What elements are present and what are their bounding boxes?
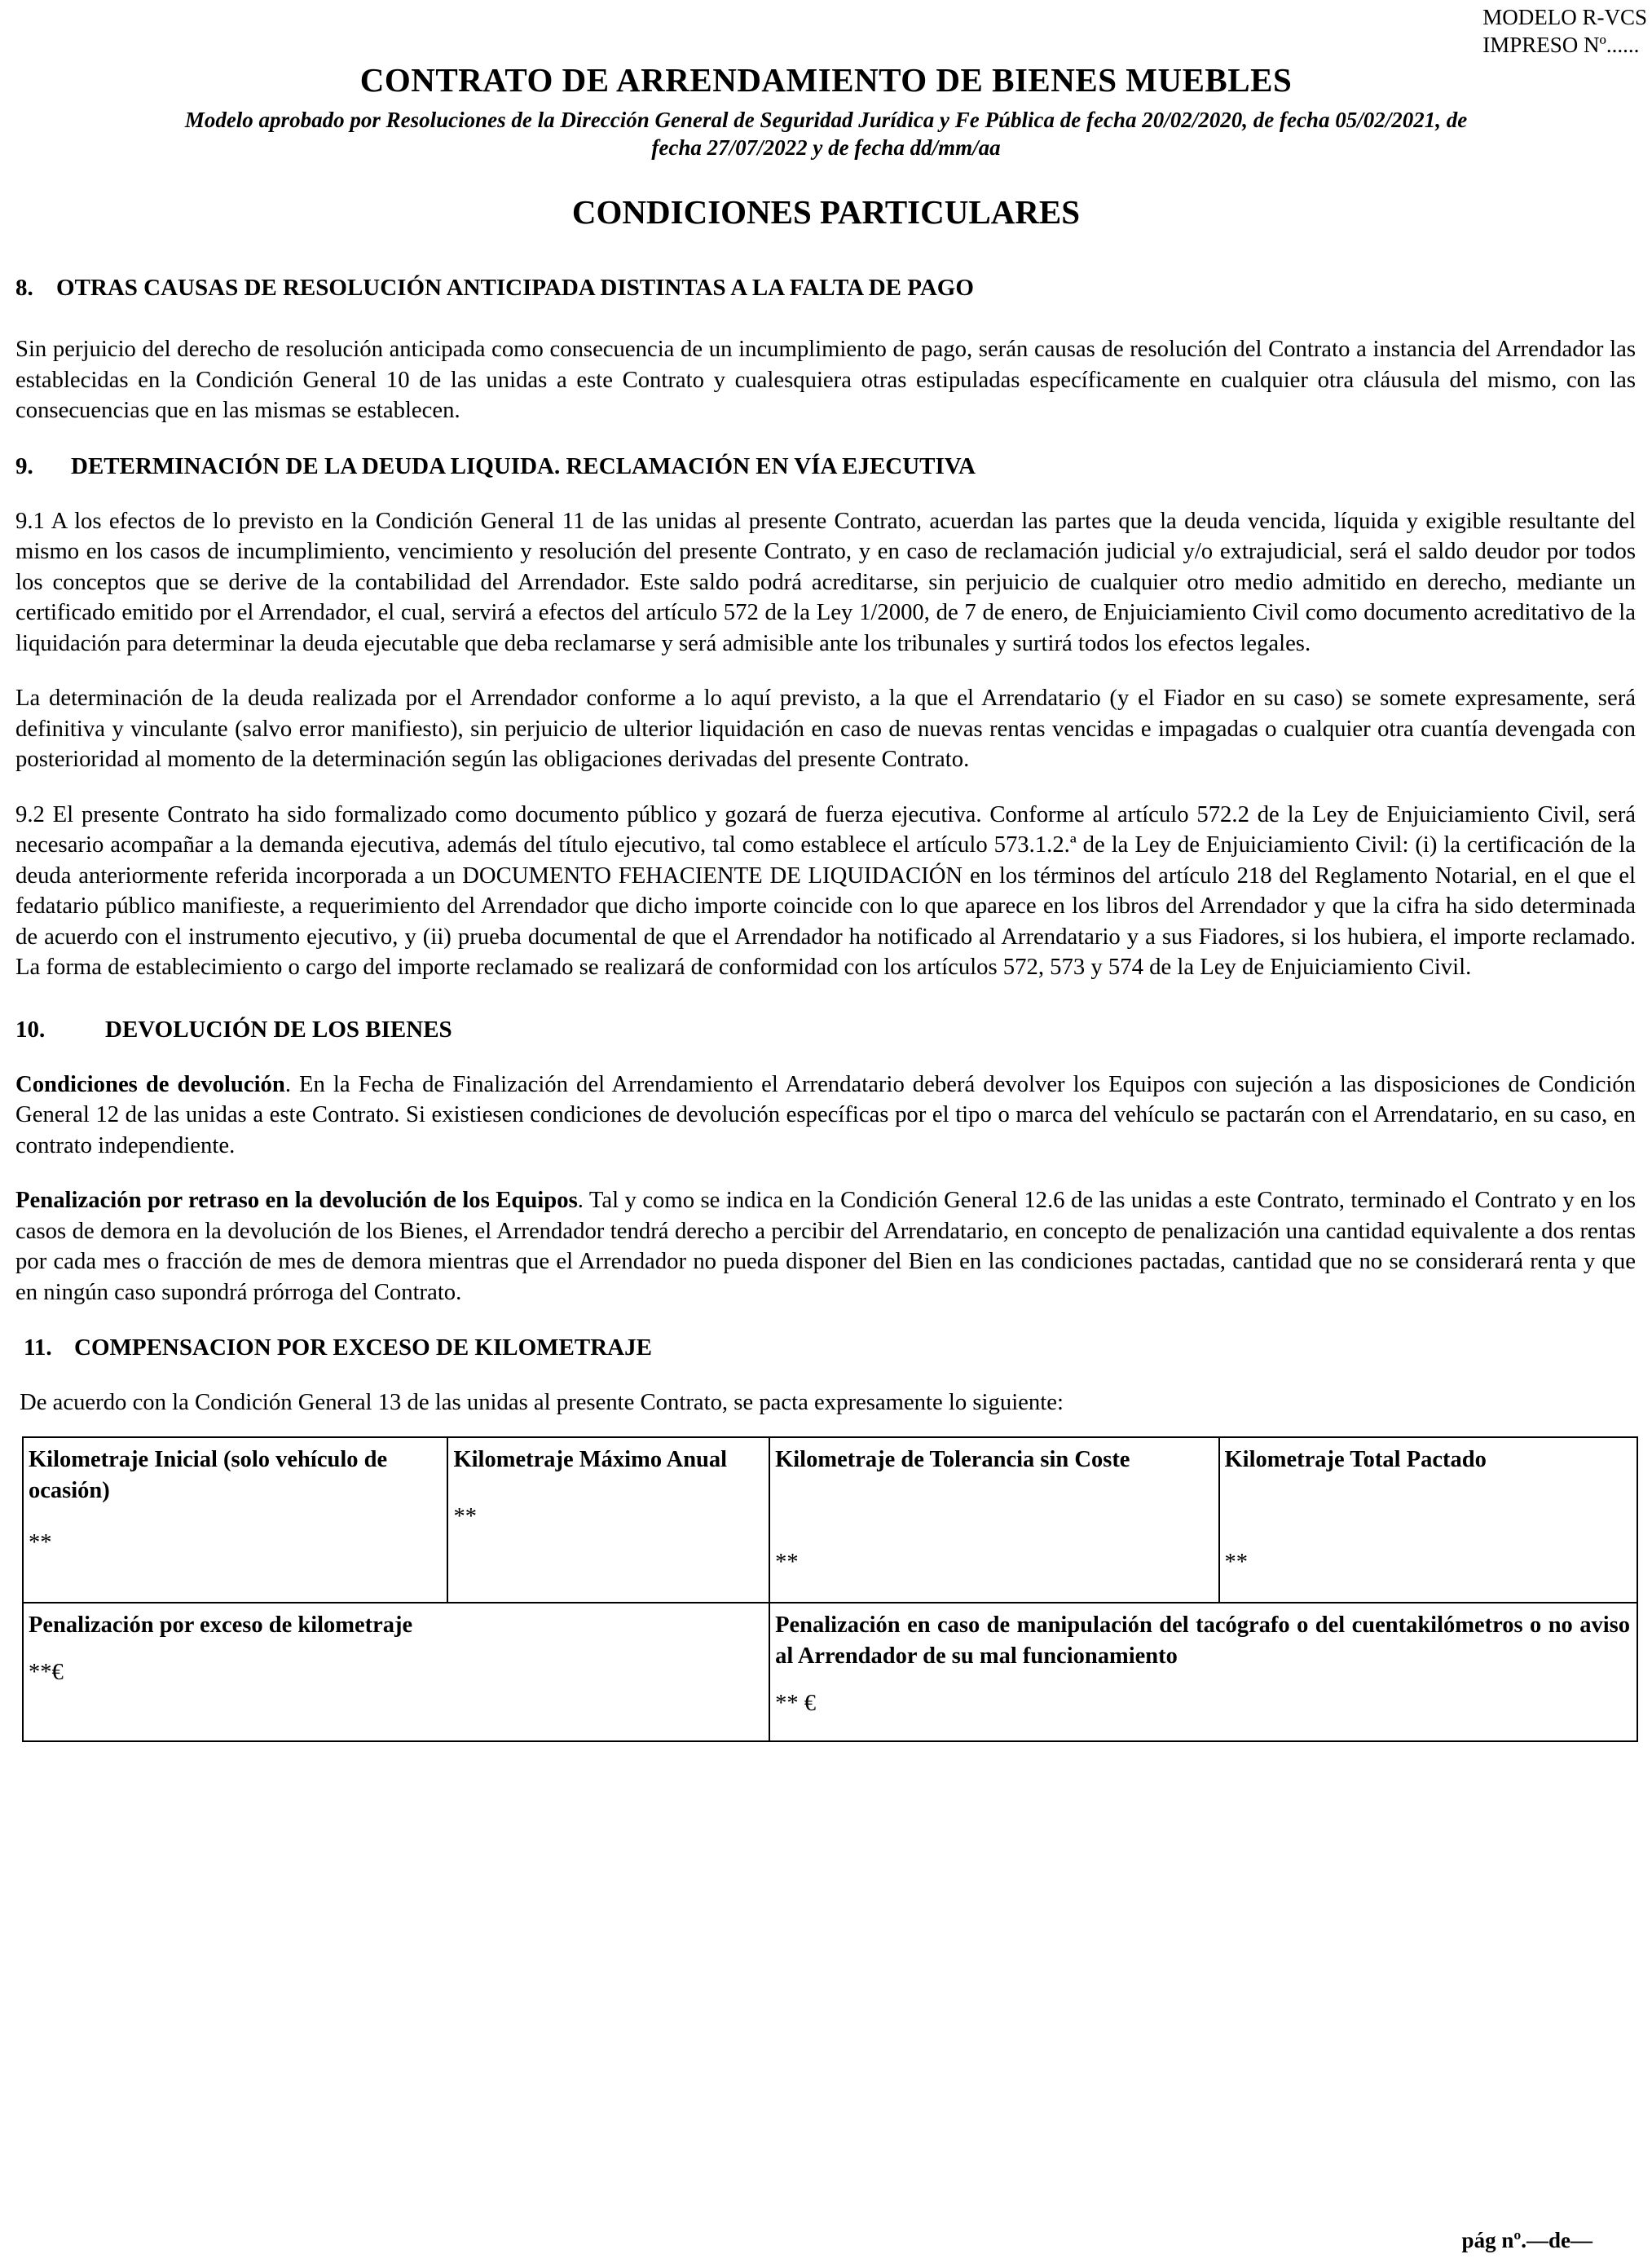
section-9-heading (15, 451, 1636, 482)
tampering-penalty-cell: Penalización en caso de manipulación del tacógrafo o del cuentakilómetros o no aviso al Arrendador de su mal funcionamiento ** € (769, 1603, 1637, 1741)
excess-mileage-penalty-cell: Penalización por exceso de kilometraje **€ (23, 1603, 769, 1741)
section-10-heading (15, 1014, 1636, 1045)
section-11-heading (15, 1332, 1636, 1363)
model-code: MODELO R-VCS (1482, 5, 1647, 29)
mileage-table (22, 1436, 1638, 1742)
section-11-number: 11. (24, 1334, 52, 1361)
section-8-paragraph: Sin perjuicio del derecho de resolución anticipada como consecuencia de un incumplimiento de pago, serán causas de resolución del Contrato a instancia del Arrendador las establecidas en la Condición General 10 de las unidas a este Contrato y cualesquiera otras estipuladas específicamente en cualquier otra cláusula del mismo, con las consecuencias que en las mismas se establecen. (15, 336, 1636, 423)
section-11-title: COMPENSACION POR EXCESO DE KILOMETRAJE (74, 1334, 652, 1361)
section-10-number: 10. (15, 1016, 46, 1043)
section-9-title: DETERMINACIÓN DE LA DEUDA LIQUIDA. RECLAMACIÓN EN VÍA EJECUTIVA (71, 452, 976, 479)
table-row (23, 1603, 1637, 1741)
document-body (15, 272, 1636, 1742)
section-9-paragraph-2: La determinación de la deuda realizada por el Arrendador conforme a lo aquí previsto, a la que el Arrendatario (y el Fiador en su caso) se somete expresamente, será definitiva y vinculante (salvo error manifiesto), sin perjuicio de ulterior liquidación en caso de nuevas rentas vencidas e impagadas o cualquier otra cuantía devengada con posterioridad al momento de la determinación según las obligaciones derivadas del presente Contrato. (15, 685, 1636, 772)
section-title: CONDICIONES PARTICULARES (571, 193, 1081, 231)
table-row (23, 1437, 1637, 1603)
section-8-title: OTRAS CAUSAS DE RESOLUCIÓN ANTICIPADA DISTINTAS A LA FALTA DE PAGO (56, 275, 974, 301)
page-number: pág nº.—de— (1461, 2228, 1593, 2252)
print-number: IMPRESO Nº...... (1482, 33, 1640, 57)
total-agreed-mileage-cell: Kilometraje Total Pactado ** (1219, 1437, 1638, 1603)
section-9-paragraph-3: 9.2 El presente Contrato ha sido formalizado como documento público y gozará de fuerza ejecutiva. Conforme al artículo 572.2 de la Ley de Enjuiciamiento Civil, será necesario acompañar a la demanda ejecutiva, además del título ejecutivo, tal como establece el artículo 573.1.2.ª de la Ley de Enjuiciamiento Civil: (i) la certificación de la deuda anteriormente referida incorporada a un DOCUMENTO FEHACIENTE DE LIQUIDACIÓN en los términos del artículo 218 del Reglamento Notarial, en el que el fedatario público manifieste, a requerimiento del Arrendador que dicho importe coincide con lo que aparece en los libros del Arrendador y que la cifra ha sido determinada de acuerdo con el instrumento ejecutivo, y (ii) prueba documental de que el Arrendador ha notificado al Arrendatario y a sus Fiadores, si los hubiera, el importe reclamado. La forma de establecimiento o cargo del importe reclamado se realizará de conformidad con los artículos 572, 573 y 574 de la Ley de Enjuiciamiento Civil. (15, 801, 1636, 980)
tolerance-mileage-cell: Kilometraje de Tolerancia sin Coste ** (769, 1437, 1218, 1603)
model-reference (1482, 3, 1647, 59)
return-conditions-lead: Condiciones de devolución (15, 1070, 285, 1097)
section-9-number: 9. (15, 452, 33, 479)
max-annual-mileage-cell: Kilometraje Máximo Anual ** (447, 1437, 769, 1603)
section-9-paragraph-1: 9.1 A los efectos de lo previsto en la Condición General 11 de las unidas al presente Contrato, acuerdan las partes que la deuda vencida, líquida y exigible resultante del mismo en los casos de incumplimiento, vencimiento y resolución del presente Contrato, y en caso de reclamación judicial y/o extrajudicial, será el saldo deudor por todos los conceptos que se derive de la contabilidad del Arrendador. Este saldo podrá acreditarse, sin perjuicio de cualquier otro medio admitido en derecho, mediante un certificado emitido por el Arrendador, el cual, servirá a efectos del artículo 572 de la Ley 1/2000, de 7 de enero, de Enjuiciamiento Civil como documento acreditativo de la liquidación para determinar la deuda ejecutable que deba reclamarse y será admisible ante los tribunales y surtirá todos los efectos legales. (15, 507, 1636, 656)
document-subtitle: Modelo aprobado por Resoluciones de la Dirección General de Seguridad Jurídica y Fe Pública de fecha 20/02/2020, de fecha 05/02/2021, de fecha 27/07/2022 y de fecha dd/mm/aa (184, 108, 1468, 160)
section-8-heading (15, 272, 1636, 303)
section-10-paragraph-1: Condiciones de devolución. En la Fecha de Finalización del Arrendamiento el Arrendatario deberá devolver los Equipos con sujeción a las disposiciones de Condición General 12 de las unidas a este Contrato. Si existiesen condiciones de devolución específicas por el tipo o marca del vehículo se pactarán con el Arrendatario, en su caso, en contrato independiente. (15, 1070, 1636, 1158)
section-10-paragraph-2: Penalización por retraso en la devolución de los Equipos. Tal y como se indica en la Condición General 12.6 de las unidas a este Contrato, terminado el Contrato y en los casos de demora en la devolución de los Bienes, el Arrendador tendrá derecho a percibir del Arrendatario, en concepto de penalización una cantidad equivalente a dos rentas por cada mes o fracción de mes de demora mientras que el Arrendador no pueda disponer del Bien en las condiciones pactadas, cantidad que no se considerará renta y que en ningún caso supondrá prórroga del Contrato. (15, 1187, 1636, 1305)
document-title: CONTRATO DE ARRENDAMIENTO DE BIENES MUEBLES (359, 61, 1293, 99)
section-8-number: 8. (15, 275, 33, 301)
section-10-title: DEVOLUCIÓN DE LOS BIENES (105, 1016, 452, 1043)
late-return-penalty-lead: Penalización por retraso en la devolución de los Equipos (15, 1187, 578, 1213)
section-11-intro: De acuerdo con la Condición General 13 de las unidas al presente Contrato, se pacta expresamente lo siguiente: (20, 1389, 1064, 1415)
initial-mileage-cell: Kilometraje Inicial (solo vehículo de ocasión) ** (23, 1437, 447, 1603)
